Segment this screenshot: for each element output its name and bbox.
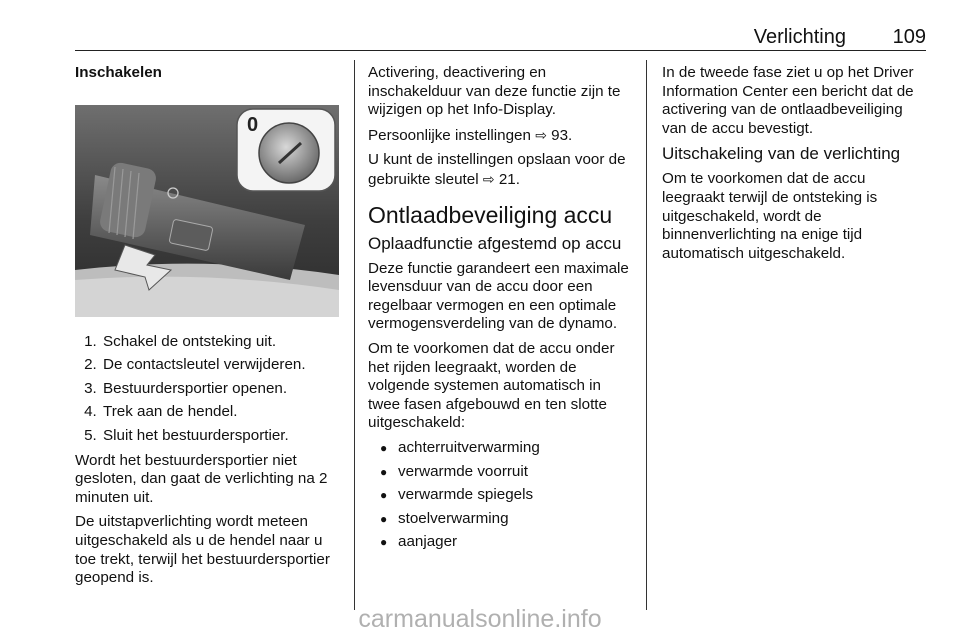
reference-arrow-icon: ⇨ bbox=[482, 170, 495, 187]
paragraph: In de tweede fase ziet u op het Driver Information Center een bericht dat de activering van de ontlaadbeveiliging van de accu bevestigt. bbox=[662, 64, 914, 137]
watermark: carmanualsonline.info bbox=[358, 605, 602, 633]
subsection-title: Uitschakeling van de verlichting bbox=[662, 144, 901, 164]
paragraph: Wordt het bestuurdersportier niet gesloten, dan gaat de verlichting na 2 minuten uit. bbox=[75, 451, 328, 506]
lever-illustration bbox=[75, 105, 339, 317]
systems-list bbox=[368, 439, 636, 552]
bullet-icon: ● bbox=[380, 488, 388, 503]
column-divider bbox=[354, 60, 355, 610]
bullet-icon: ● bbox=[380, 464, 388, 479]
page-title: Verlichting bbox=[753, 26, 846, 48]
bullet-icon: ● bbox=[380, 511, 388, 526]
page-reference[interactable]: 21. bbox=[498, 170, 520, 188]
paragraph bbox=[368, 126, 636, 146]
paragraph bbox=[368, 151, 636, 189]
column-divider bbox=[646, 60, 647, 610]
list-item: ● stoelverwarming bbox=[380, 509, 509, 527]
list-item: ● achterruitverwarming bbox=[380, 438, 540, 456]
list-item: 2. De contactsleutel verwijderen. bbox=[101, 356, 345, 375]
section-heading-inschakelen: Inschakelen bbox=[75, 64, 162, 81]
paragraph: Om te voorkomen dat de accu leegraakt terwijl de ontsteking is uitgeschakeld, wordt de binnenverlichting na enige tijd automatisch uitgeschakeld. bbox=[662, 170, 878, 262]
list-item: 1. Schakel de ontsteking uit. bbox=[101, 333, 345, 352]
list-item: ● verwarmde voorruit bbox=[380, 462, 528, 480]
column-3 bbox=[662, 64, 930, 269]
bullet-icon: ● bbox=[380, 440, 388, 455]
bullet-icon: ● bbox=[380, 535, 388, 550]
lever-illustration-svg bbox=[75, 105, 339, 317]
paragraph: Deze functie garandeert een maximale levensduur van de accu door een regelbaar vermogen en een optimale vermogensverdeling van de dynamo. bbox=[368, 259, 629, 333]
setting-text: U kunt de instellingen opslaan voor de gebruikte sleutel bbox=[368, 151, 626, 188]
page-header bbox=[75, 22, 926, 51]
paragraph: De uitstapverlichting wordt meteen uitgeschakeld als u de hendel naar u toe trekt, terwijl het bestuurdersportier geopend is. bbox=[75, 513, 330, 587]
list-item: ● verwarmde spiegels bbox=[380, 486, 534, 504]
section-title: Ontlaadbeveiliging accu bbox=[368, 201, 613, 228]
setting-text: Persoonlijke instellingen bbox=[368, 126, 531, 144]
list-item: 4. Trek aan de hendel. bbox=[101, 403, 345, 422]
page-reference[interactable]: 93. bbox=[551, 126, 573, 144]
paragraph: Activering, deactivering en inschakelduur van deze functie zijn te wijzigen op het Info-Display. bbox=[368, 64, 621, 119]
page-number: 109 bbox=[892, 26, 926, 48]
list-item: 3. Bestuurdersportier openen. bbox=[101, 380, 345, 399]
paragraph: Om te voorkomen dat de accu onder het rijden leegraakt, worden de volgende systemen automatisch in twee fasen afgebouwd en ten slotte uitgeschakeld: bbox=[368, 339, 615, 432]
column-1 bbox=[75, 64, 345, 594]
column-2 bbox=[368, 64, 636, 558]
list-item: ● aanjager bbox=[380, 533, 458, 551]
key-position-zero: 0 bbox=[247, 113, 259, 136]
list-item: 5. Sluit het bestuurdersportier. bbox=[101, 427, 345, 446]
steps-list bbox=[75, 333, 345, 446]
subsection-title: Oplaadfunctie afgestemd op accu bbox=[368, 233, 622, 253]
reference-arrow-icon: ⇨ bbox=[535, 126, 547, 143]
